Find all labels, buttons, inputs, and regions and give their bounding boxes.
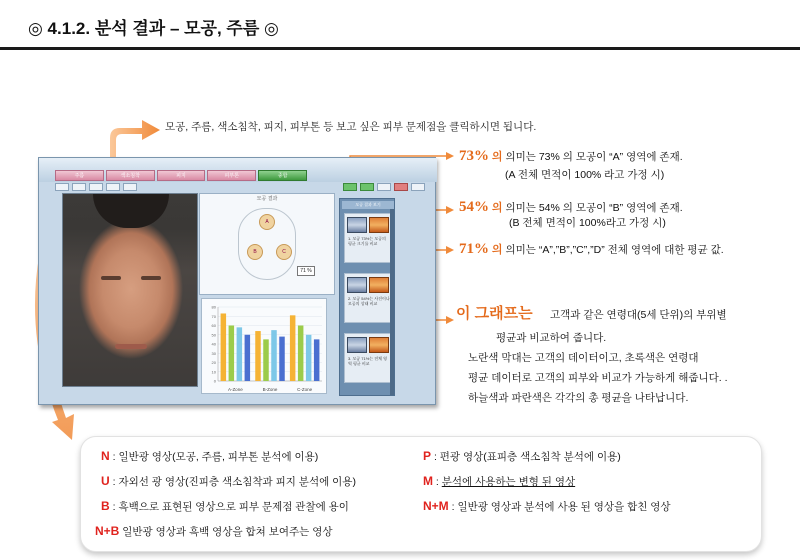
annotation-54-text: 의미는 54% 의 모공이 “B” 영역에 존재. bbox=[505, 202, 683, 214]
annotation-73-text: 의미는 73% 의 모공이 “A” 영역에 존재. bbox=[505, 151, 683, 163]
report-button[interactable] bbox=[360, 183, 374, 191]
result-panel-title: 모공 결과 bbox=[256, 196, 278, 202]
bar-c-zone-s2 bbox=[298, 326, 304, 382]
image-mode-legend bbox=[80, 436, 762, 552]
legend-n-colon: : bbox=[112, 451, 119, 463]
mode-p-button[interactable] bbox=[72, 183, 86, 191]
bar-a-zone-s1 bbox=[221, 313, 227, 381]
bar-a-zone-s3 bbox=[237, 327, 243, 381]
face-hair bbox=[93, 194, 169, 228]
comparison-chart bbox=[202, 299, 328, 395]
legend-n bbox=[101, 449, 318, 464]
legend-u bbox=[101, 474, 356, 489]
side-thumb-3b bbox=[369, 337, 389, 353]
face-left-eye bbox=[101, 276, 121, 280]
face-mouth bbox=[115, 344, 147, 349]
legend-p-colon: : bbox=[433, 451, 440, 463]
zone-a-marker[interactable]: A bbox=[259, 214, 275, 230]
instruction-text: 모공, 주름, 색소침착, 피지, 피부톤 등 보고 싶은 피부 문제점을 클릭하시면 됩니다. bbox=[165, 121, 537, 133]
legend-u-text: 자외선 광 영상(진피층 색소침착과 피지 분석에 이용) bbox=[118, 476, 356, 488]
legend-b-key: B bbox=[101, 499, 110, 513]
x-tick-label-2: C-Zone bbox=[297, 387, 313, 392]
bar-b-zone-s3 bbox=[271, 330, 277, 381]
title-rule bbox=[0, 47, 800, 50]
side-thumb-1b bbox=[369, 217, 389, 233]
legend-m-text: 분석에 사용하는 변형 된 영상 bbox=[441, 476, 576, 488]
legend-nm-text: 일반광 영상과 분석에 사용 된 영상을 합친 영상 bbox=[457, 501, 671, 513]
legend-nb-text: 일반광 영상과 흑백 영상을 합쳐 보여주는 영상 bbox=[122, 526, 333, 538]
annotation-71-text: 의미는 “A”,”B”,”C”,”D” 전체 영역에 대한 평균 값. bbox=[505, 244, 724, 256]
legend-p-text: 편광 영상(표피층 색소침착 분석에 이용) bbox=[439, 451, 621, 463]
graph-desc-line-1: 고객과 같은 연령대(5세 단위)의 부위별 bbox=[550, 309, 727, 321]
legend-m-key: M bbox=[423, 474, 433, 488]
side-panel-title: 모공 결과 보기 bbox=[342, 201, 394, 209]
legend-u-colon: : bbox=[112, 476, 119, 488]
analysis-tabs bbox=[55, 170, 307, 181]
side-thumb-2a bbox=[347, 277, 367, 293]
graph-desc-line-3: 노란색 막대는 고객의 데이터이고, 초록색은 연령대 bbox=[468, 352, 699, 364]
mode-m-button[interactable] bbox=[123, 183, 137, 191]
mode-b-button[interactable] bbox=[106, 183, 120, 191]
x-tick-label-0: A-Zone bbox=[227, 387, 243, 392]
bar-c-zone-s1 bbox=[290, 315, 296, 381]
bar-c-zone-s4 bbox=[314, 339, 320, 381]
face-image bbox=[62, 193, 198, 387]
bar-b-zone-s4 bbox=[279, 337, 285, 381]
average-value-box: 71 % bbox=[297, 266, 315, 276]
side-card-2-text: 2. 모공 54%는 사진이나 모공의 상태 비교 bbox=[348, 296, 390, 306]
side-scrollbar[interactable] bbox=[390, 209, 394, 395]
side-card-1-text: 1. 모공 73%는 모공의 평균 크기를 비교 bbox=[348, 236, 386, 246]
legend-b-text: 흑백으로 표현된 영상으로 피부 문제점 관찰에 용이 bbox=[118, 501, 349, 513]
zone-c-marker[interactable]: C bbox=[276, 244, 292, 260]
mode-n-button[interactable] bbox=[55, 183, 69, 191]
graph-desc-line-5: 하늘색과 파란색은 각각의 총 평균을 나타납니다. bbox=[468, 392, 689, 404]
side-card-1[interactable] bbox=[344, 213, 392, 263]
pct-73: 73% bbox=[459, 148, 489, 164]
result-side-panel bbox=[339, 198, 395, 396]
print-button[interactable] bbox=[411, 183, 425, 191]
mode-u-button[interactable] bbox=[89, 183, 103, 191]
legend-b-colon: : bbox=[112, 501, 119, 513]
zoom-button[interactable] bbox=[377, 183, 391, 191]
annotation-54 bbox=[459, 199, 683, 216]
side-thumb-3a bbox=[347, 337, 367, 353]
annotation-54-sub: (B 전체 면적이 100%라고 가정 시) bbox=[509, 217, 666, 229]
tab-wrinkle[interactable]: 주름 bbox=[55, 170, 104, 181]
pct-73-sep: 의 bbox=[491, 151, 503, 163]
zone-b-marker[interactable]: B bbox=[247, 244, 263, 260]
pct-71-sep: 의 bbox=[491, 244, 503, 256]
side-thumb-2b bbox=[369, 277, 389, 293]
legend-nb-key: N+B bbox=[95, 524, 120, 538]
annotation-73 bbox=[459, 148, 683, 165]
tab-overall[interactable]: 종합 bbox=[258, 170, 307, 181]
x-tick-label-1: B-Zone bbox=[262, 387, 278, 392]
side-card-3[interactable] bbox=[344, 333, 392, 383]
bar-b-zone-s2 bbox=[263, 339, 269, 381]
pct-54-sep: 의 bbox=[491, 202, 503, 214]
legend-p bbox=[423, 449, 621, 464]
graph-desc-title: 이 그래프는 bbox=[456, 305, 533, 322]
y-tick-label-8: 80 bbox=[211, 304, 216, 310]
tab-sebum[interactable]: 피지 bbox=[157, 170, 206, 181]
legend-b bbox=[101, 499, 349, 514]
y-tick-label-3: 30 bbox=[211, 350, 216, 356]
legend-nm-colon: : bbox=[451, 501, 458, 513]
face-right-eye bbox=[141, 276, 161, 280]
title-bar bbox=[0, 0, 800, 48]
bar-a-zone-s4 bbox=[245, 335, 251, 381]
legend-m-colon: : bbox=[435, 476, 442, 488]
toolbar-spacer bbox=[140, 183, 340, 192]
image-mode-toolbar bbox=[55, 183, 425, 192]
page-title: ◎ 4.1.2. 분석 결과 – 모공, 주름 ◎ bbox=[28, 19, 279, 38]
pct-71: 71% bbox=[459, 241, 489, 257]
bar-b-zone-s1 bbox=[255, 331, 261, 381]
y-tick-label-7: 70 bbox=[211, 313, 216, 319]
y-tick-label-4: 40 bbox=[211, 341, 216, 347]
pct-54: 54% bbox=[459, 199, 489, 215]
tab-pigment[interactable]: 색소침착 bbox=[106, 170, 155, 181]
pore-result-panel bbox=[199, 193, 335, 295]
graph-desc-line-4: 평균 데이터로 고객의 피부와 비교가 가능하게 해줍니다. . bbox=[468, 372, 728, 384]
legend-n-text: 일반광 영상(모공, 주름, 피부톤 분석에 이용) bbox=[118, 451, 319, 463]
legend-p-key: P bbox=[423, 449, 432, 463]
legend-nb bbox=[95, 524, 333, 539]
legend-nm-key: N+M bbox=[423, 499, 449, 513]
tab-skintone[interactable]: 피부톤 bbox=[207, 170, 256, 181]
annotation-71 bbox=[459, 241, 724, 258]
compare-button[interactable] bbox=[343, 183, 357, 191]
bar-c-zone-s3 bbox=[306, 335, 312, 381]
comparison-chart-panel bbox=[201, 298, 327, 394]
y-tick-label-1: 10 bbox=[211, 369, 216, 375]
legend-n-key: N bbox=[101, 449, 110, 463]
side-card-2[interactable] bbox=[344, 273, 392, 323]
y-tick-label-5: 50 bbox=[211, 332, 216, 338]
legend-nm bbox=[423, 499, 671, 514]
side-thumb-1a bbox=[347, 217, 367, 233]
legend-u-key: U bbox=[101, 474, 110, 488]
graph-desc-line-2: 평균과 비교하여 줍니다. bbox=[496, 332, 607, 344]
legend-m bbox=[423, 474, 575, 489]
y-tick-label-6: 60 bbox=[211, 323, 216, 328]
bar-a-zone-s2 bbox=[229, 326, 235, 382]
app-screenshot bbox=[38, 157, 436, 405]
y-tick-label-0: 0 bbox=[213, 378, 216, 384]
annotation-73-sub: (A 전체 면적이 100% 라고 가정 시) bbox=[505, 169, 665, 181]
y-tick-label-2: 20 bbox=[211, 360, 216, 365]
side-card-3-text: 3. 모공 71%는 전체 영역 평균 비교 bbox=[348, 356, 387, 366]
close-button[interactable] bbox=[394, 183, 408, 191]
